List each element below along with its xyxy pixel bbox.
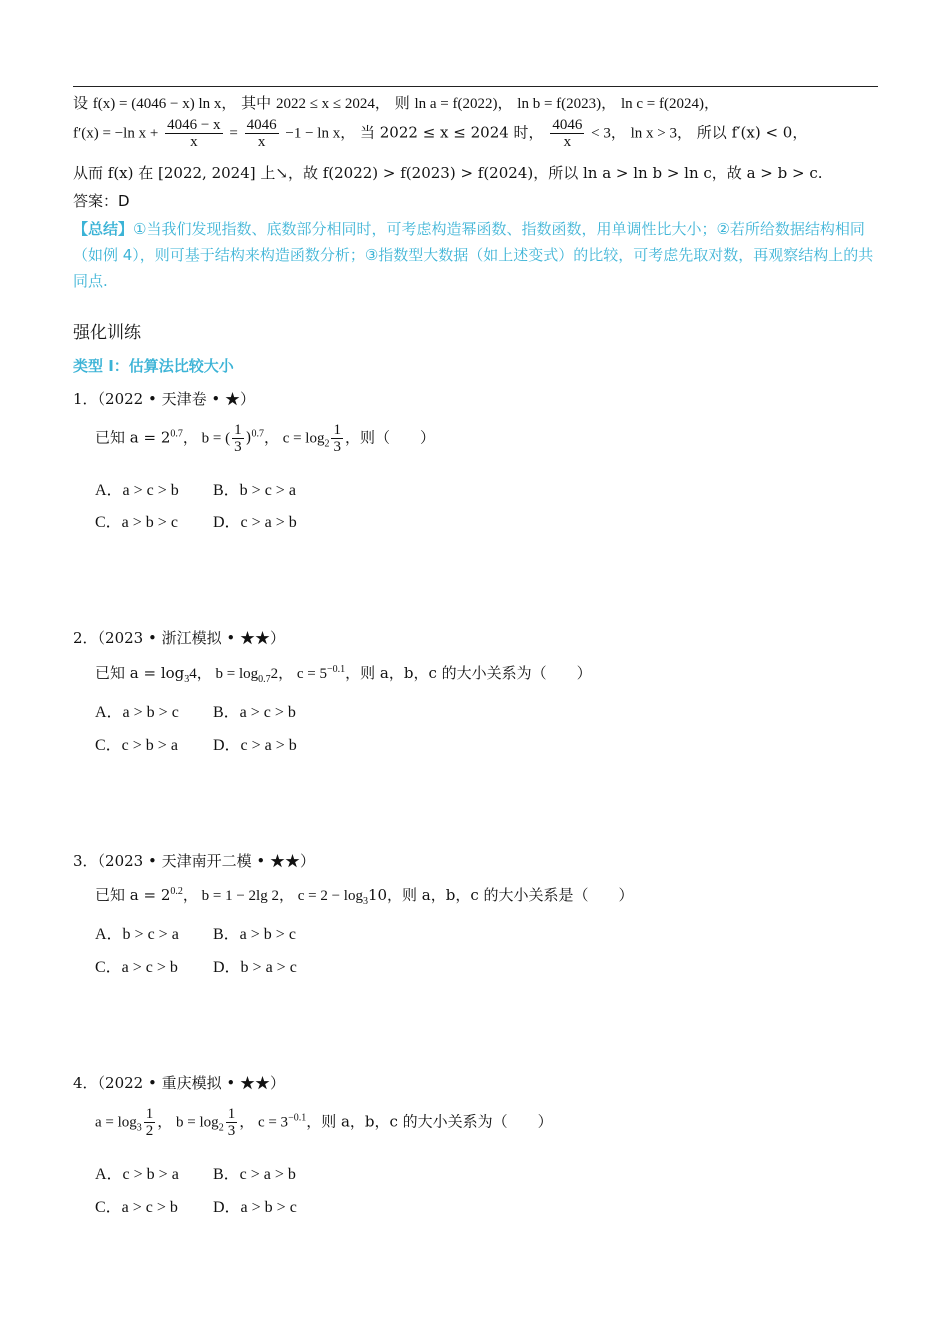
- option-d[interactable]: D．c > a > b: [213, 737, 297, 754]
- section-title: 强化训练: [73, 323, 141, 343]
- option-a[interactable]: A．a > c > b: [95, 482, 179, 499]
- solution-line-3: 从而 f(x) 在 [2022, 2024] 上↘，故 f(2022) > f(2023) > f(2024)，所以 ln a > ln b > ln c，故 a > b > c.: [73, 164, 823, 182]
- question-4-head: 4．（2022 • 重庆模拟 • ★★）: [73, 1074, 285, 1092]
- option-c[interactable]: C．a > b > c: [95, 514, 178, 531]
- fraction: $\frac{1}{2}$: [145, 1106, 154, 1139]
- option-b[interactable]: B．b > c > a: [213, 482, 296, 499]
- summary: [73, 216, 878, 294]
- option-a[interactable]: A．b > c > a: [95, 926, 179, 943]
- option-d[interactable]: D．c > a > b: [213, 514, 297, 531]
- option-a[interactable]: A．a > b > c: [95, 704, 179, 721]
- summary-tag: 【总结】: [73, 220, 134, 238]
- option-d[interactable]: D．b > a > c: [213, 959, 297, 976]
- question-4-stem: $a = \log_3$ $\frac{1}{2}$ ， $b = \log_2$ $\frac{1}{3}$ ， $c = 3^{-0.1}$，则 a，b，c 的大小关系为（ ）: [95, 1106, 553, 1139]
- summary-text: ①当我们发现指数、底数部分相同时，可考虑构造幂函数、指数函数，用单调性比大小；②若所给数据结构相同（如例 4），则可基于结构来构造函数分析；③指数型大数据（如上述变式）的比较，可考虑先取对数，再观察结构上的共同点.: [73, 220, 874, 290]
- option-c[interactable]: C．a > c > b: [95, 1199, 178, 1216]
- answer: 答案：D: [73, 192, 130, 210]
- question-3-head: 3．（2023 • 天津南开二模 • ★★）: [73, 852, 315, 870]
- fraction: $\frac{4046}{x}$: [246, 117, 277, 150]
- type-title: 类型 I：估算法比较大小: [73, 357, 234, 375]
- option-d[interactable]: D．a > b > c: [213, 1199, 297, 1216]
- fraction: $\frac{1}{3}$: [333, 422, 341, 455]
- option-c[interactable]: C．a > c > b: [95, 959, 178, 976]
- option-b[interactable]: B．c > a > b: [213, 1166, 296, 1183]
- solution-line-2: f′(x) = −ln x + $\frac{4046 - x}{x}$ = $\frac{4046}{x}$ −1 − ln x， 当 2022 ≤ x ≤ 2024 时， $\frac{4046}{x}$ < 3， ln x > 3， 所以 f′(x) < 0，: [73, 117, 808, 150]
- question-1-head: 1．（2022 • 天津卷 • ★）: [73, 390, 255, 408]
- fraction: $\frac{4046 - x}{x}$: [167, 117, 221, 150]
- question-2-stem: 已知 $a = \log_34$， $b = \log_{0.7}2$， $c = 5^{-0.1}$，则 a，b，c 的大小关系为（ ）: [95, 664, 592, 685]
- option-c[interactable]: C．c > b > a: [95, 737, 178, 754]
- question-1-stem: 已知 $a = 2^{0.7}$， b = ( $\frac{1}{3}$ )$^{0.7}$， $c = \log_2$ $\frac{1}{3}$ ，则（ ）: [95, 422, 435, 455]
- top-rule: [73, 86, 878, 87]
- option-b[interactable]: B．a > c > b: [213, 704, 296, 721]
- option-b[interactable]: B．a > b > c: [213, 926, 296, 943]
- question-3-stem: 已知 $a = 2^{0.2}$， b = 1 − 2lg 2， $c = 2 - \log_310$，则 a，b，c 的大小关系是（ ）: [95, 886, 634, 907]
- fraction: $\frac{4046}{x}$: [552, 117, 583, 150]
- option-a[interactable]: A．c > b > a: [95, 1166, 179, 1183]
- question-2-head: 2．（2023 • 浙江模拟 • ★★）: [73, 629, 285, 647]
- fraction: $\frac{1}{3}$: [234, 422, 242, 455]
- solution-line-1: 设 f(x) = (4046 − x) ln x， 其中 2022 ≤ x ≤ 2024， 则 ln a = f(2022)， ln b = f(2023)， ln c = f(2024)，: [73, 94, 719, 112]
- fraction: $\frac{1}{3}$: [227, 1106, 236, 1139]
